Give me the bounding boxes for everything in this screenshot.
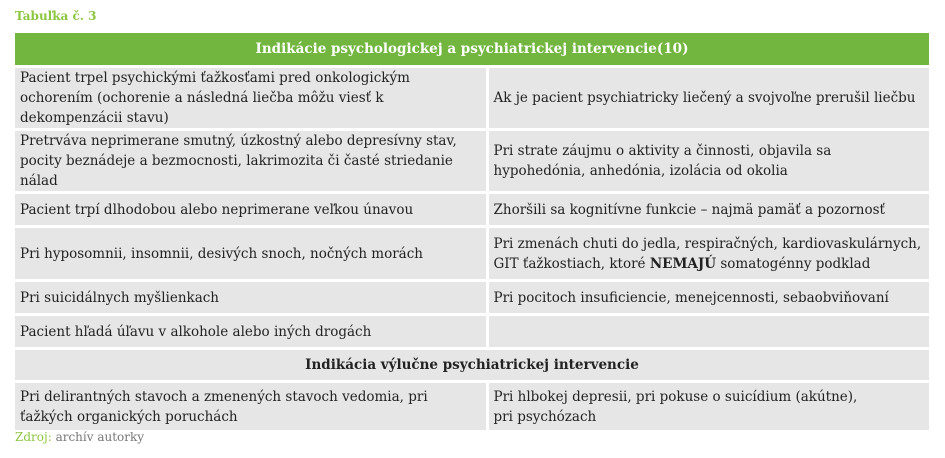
source-label: Zdroj: <box>15 430 52 444</box>
cell-right-text: Pri zmenách chuti do jedla, respiračných, kardiovaskulárnych, GIT ťažkostiach, ktoré <box>493 235 922 272</box>
cell-right: Zhoršili sa kognitívne funkcie – najmä pamäť a pozornosť <box>487 193 929 227</box>
cell-right-line2: pri psychózach <box>493 408 597 425</box>
cell-right <box>487 382 929 432</box>
table-header: Indikácie psychologickej a psychiatrickej intervencie(10) <box>15 33 929 67</box>
cell-left: Pacient hľadá úľavu v alkohole alebo iných drogách <box>15 315 487 349</box>
table-row <box>15 281 929 315</box>
source-text: archív autorky <box>51 430 145 444</box>
table-row <box>15 227 929 281</box>
table-subheader: Indikácia výlučne psychiatrickej intervencie <box>15 349 929 382</box>
cell-left: Pretrváva neprimerane smutný, úzkostný alebo depresívny stav, pocity beznádeje a bezmocnosti, lakrimozita či časté striedanie nálad <box>15 130 487 193</box>
cell-left: Pri delirantných stavoch a zmenených stavoch vedomia, pri ťažkých organických poruchách <box>15 382 487 432</box>
table-row <box>15 382 929 432</box>
cell-left: Pacient trpel psychickými ťažkosťami pred onkologickým ochorením (ochorenie a následná liečba môžu viesť k dekompenzácii stavu) <box>15 67 487 130</box>
source-note <box>15 430 144 444</box>
cell-left: Pacient trpí dlhodobou alebo neprimerane veľkou únavou <box>15 193 487 227</box>
table-row <box>15 67 929 130</box>
table-header-row <box>15 33 929 67</box>
table-row <box>15 193 929 227</box>
table-subheader-row <box>15 349 929 382</box>
cell-right <box>487 227 929 281</box>
cell-right: Pri strate záujmu o aktivity a činnosti, objavila sa hypohedónia, anhedónia, izolácia od okolia <box>487 130 929 193</box>
cell-right: Ak je pacient psychiatricky liečený a svojvoľne prerušil liečbu <box>487 67 929 130</box>
cell-right-text-end: somatogénny podklad <box>716 255 871 272</box>
table-row <box>15 130 929 193</box>
table-row <box>15 315 929 349</box>
cell-right-line1: Pri hlbokej depresii, pri pokuse o suicídium (akútne), <box>493 388 858 405</box>
cell-right: Pri pocitoch insuficiencie, menejcennosti, sebaobviňovaní <box>487 281 929 315</box>
indications-table-wrapper <box>15 33 929 433</box>
cell-left: Pri hyposomnii, insomnii, desivých snoch, nočných morách <box>15 227 487 281</box>
cell-right-empty <box>487 315 929 349</box>
indications-table <box>15 33 929 433</box>
cell-left: Pri suicidálnych myšlienkach <box>15 281 487 315</box>
emphasis-text: NEMAJÚ <box>649 255 717 272</box>
table-caption: Tabuľka č. 3 <box>15 9 97 23</box>
